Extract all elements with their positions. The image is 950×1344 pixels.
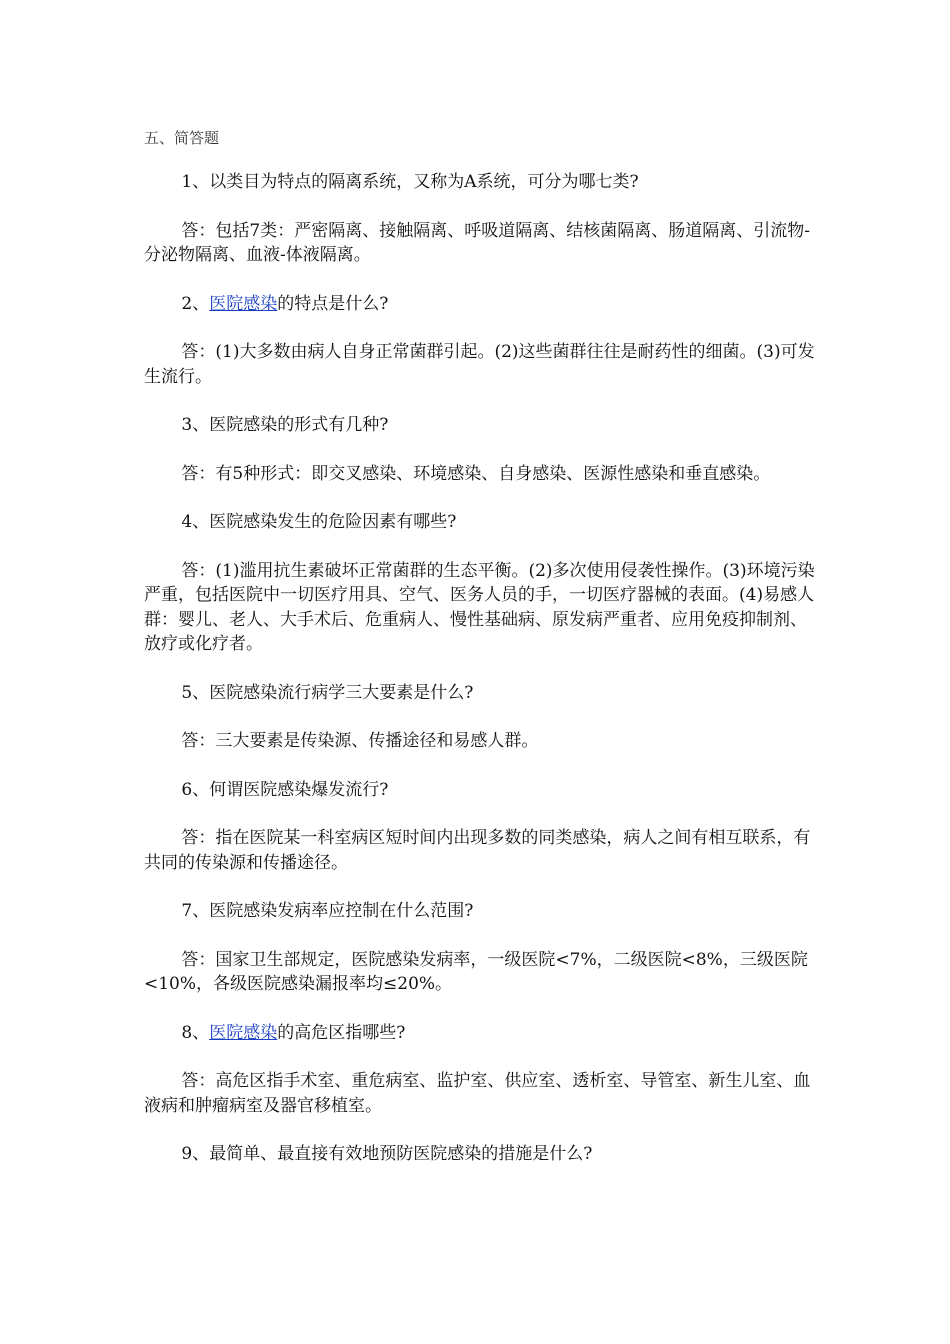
question-2-suffix: 的特点是什么? [277, 293, 389, 314]
qa-list [144, 170, 820, 1191]
answer-6: 答：指在医院某一科室病区短时间内出现多数的同类感染，病人之间有相互联系，有共同的传染源和传播途径。 [144, 828, 811, 873]
answer-1: 答：包括7类：严密隔离、接触隔离、呼吸道隔离、结核菌隔离、肠道隔离、引流物-分泌物隔离、血液-体液隔离。 [144, 220, 810, 265]
question-8 [144, 1021, 820, 1046]
question-6: 6、何谓医院感染爆发流行? [181, 779, 389, 800]
question-1: 1、以类目为特点的隔离系统，又称为A系统，可分为哪七类? [181, 172, 639, 192]
question-9: 9、最简单、最直接有效地预防医院感染的措施是什么? [181, 1144, 593, 1164]
hospital-infection-link[interactable]: 医院感染 [209, 1022, 278, 1043]
answer-2: 答：(1)大多数由病人自身正常菌群引起。(2)这些菌群往往是耐药性的细菌。(3)可发生流行。 [144, 342, 815, 387]
question-8-prefix: 8、 [181, 1022, 210, 1043]
answer-3: 答：有5种形式：即交叉感染、环境感染、自身感染、医源性感染和垂直感染。 [181, 463, 771, 484]
question-2-prefix: 2、 [181, 293, 210, 314]
question-3: 3、医院感染的形式有几种? [181, 415, 389, 435]
question-8-suffix: 的高危区指哪些? [277, 1022, 406, 1043]
answer-8: 答：高危区指手术室、重危病室、监护室、供应室、透析室、导管室、新生儿室、血液病和肿瘤病室及器官移植室。 [144, 1071, 811, 1116]
hospital-infection-link[interactable]: 医院感染 [209, 293, 278, 314]
question-4: 4、医院感染发生的危险因素有哪些? [181, 512, 457, 532]
question-2 [144, 292, 820, 317]
question-7: 7、医院感染发病率应控制在什么范围? [181, 901, 474, 921]
answer-5: 答：三大要素是传染源、传播途径和易感人群。 [181, 731, 539, 751]
answer-7: 答：国家卫生部规定，医院感染发病率，一级医院<7%，二级医院<8%，三级医院<10%，各级医院感染漏报率均≤20%。 [144, 949, 808, 994]
section-title: 五、简答题 [144, 129, 220, 147]
answer-4: 答：(1)滥用抗生素破坏正常菌群的生态平衡。(2)多次使用侵袭性操作。(3)环境污染严重，包括医院中一切医疗用具、空气、医务人员的手，一切医疗器械的表面。(4)易感人群：婴儿、老人、大手术后、危重病人、慢性基础病、原发病严重者、应用免疫抑制剂、放疗或化疗者。 [144, 560, 815, 654]
question-5: 5、医院感染流行病学三大要素是什么? [181, 682, 474, 703]
